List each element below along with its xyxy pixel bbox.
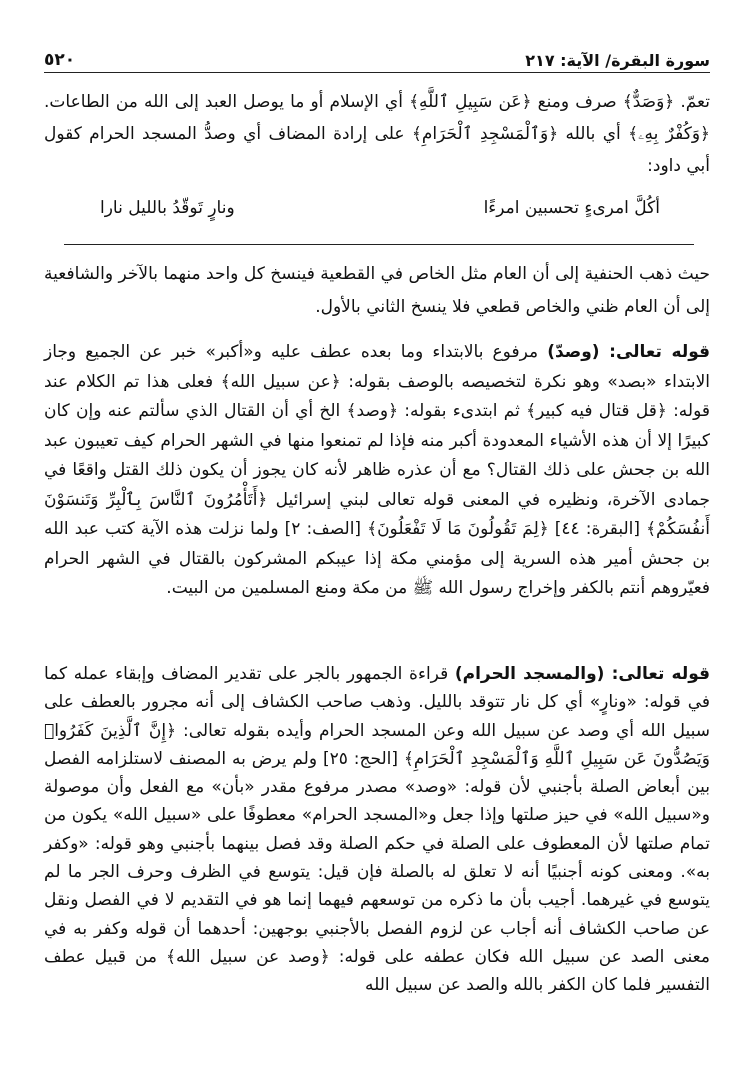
section-2-heading: قوله تعالى: (والمسجد الحرام) (454, 664, 711, 684)
section-2-body: قراءة الجمهور بالجر على تقدير المضاف وإبقاء عمله كما في قوله: «ونارٍ» أي كل نار تتوقد بالليل. وذهب صاحب الكشاف إلى أنه مجرور بالعطف على سبيل الله أي وصد عن سبيل الله وعن المسجد الحرام وأيده بقوله تعالى: ﴿إِنَّ ٱلَّذِينَ كَفَرُوا۟ وَيَصُدُّونَ عَن سَبِيلِ ٱللَّهِ وَٱلْمَسْجِدِ ٱلْحَرَامِ﴾ [الحج: ٢٥] ولم يرض به المصنف لاستلزامه الفصل بين أبعاض الصلة بأجنبي لأن قوله: «وصد» مصدر مرفوع مقدر «بأن» مع الفعل وأن موصولة و«سبيل الله» في حيز صلتها وإذا جعل و«المسجد الحرام» معطوفًا على «سبيل الله» يكون من تمام صلتها لأن المعطوف على الصلة في حكم الصلة وقد فصل بينهما بأجنبي وهو قوله: «وكفر به». ومعنى كونه أجنبيًا أنه لا تعلق له بالصلة فإن قيل: يتوسع في الظرف وحرف الجر ما لم يتوسع في غيرهما. أجيب بأن ما ذكره من توسعهم فيهما إنما هو في التقديم لا في الفصل ونقل عن صاحب الكشاف أنه أجاب عن لزوم الفصل بالأجنبي بوجهين: أحدهما أن قوله وكفر به في معنى الصد عن سبيل الله فكان عطفه على قوله: ﴿وصد عن سبيل الله﴾ من قبيل عطف التفسير فلما كان الكفر بالله والصد عن سبيل الله (44, 664, 710, 996)
section-divider (64, 244, 694, 245)
poetry-hemistich-first: أكُلَّ امرىءٍ تحسبين امرءًا (483, 198, 660, 218)
poetry-hemistich-second: ونارٍ تَوقّدُ بالليل نارا (100, 198, 235, 218)
page-header (44, 44, 710, 73)
page-number: ٥٢٠ (44, 50, 76, 70)
section-1-body: مرفوع بالابتداء وما بعده عطف عليه و«أكبر» خبر عن الجميع وجاز الابتداء «بصد» وهو نكرة لتخصيصه بالوصف بقوله: ﴿عن سبيل الله﴾ فعلى هذا تم الكلام عند قوله: ﴿قل قتال فيه كبير﴾ ثم ابتدىء بقوله: ﴿وصد﴾ الخ أي أن القتال الذي سألتم عنه وإن كان كبيرًا إلا أن هذه الأشياء المعدودة أكبر منه فإذا لم تمنعوا منها في الشهر الحرام كيف تعيبون عبد الله بن جحش على ذلك القتال؟ مع أن عذره ظاهر لأنه كان يجوز أن يكون ذلك القتل واقعًا في جمادى الآخرة، ونظيره في المعنى قوله تعالى لبني إسرائيل ﴿أَتَأْمُرُونَ ٱلنَّاسَ بِٱلْبِرِّ وَتَنسَوْنَ أَنفُسَكُمْ﴾ [البقرة: ٤٤] ﴿لِمَ تَقُولُونَ مَا لَا تَفْعَلُونَ﴾ [الصف: ٢] ولما نزلت هذه الآية كتب عبد الله بن جحش أمير هذه السرية إلى مؤمني مكة إذا عيبكم المشركون بالقتال في الشهر الحرام فعيّروهم أنتم بالكفر وإخراج رسول الله ﷺ من مكة ومنع المسلمين من البيت. (44, 342, 710, 598)
section-1-heading: قوله تعالى: (وصدّ) (547, 342, 711, 362)
upper-main-text: تعمّ. ﴿وَصَدٌّ﴾ صرف ومنع ﴿عَن سَبِيلِ ٱللَّهِ﴾ أي الإسلام أو ما يوصل العبد إلى الله من الطاعات. ﴿وَكُفْرٌ بِهِۦ﴾ أي بالله ﴿وَٱلْمَسْجِدِ ٱلْحَرَامِ﴾ على إرادة المضاف أي وصدُّ المسجد الحرام كقول أبي داود: (44, 92, 710, 176)
commentary-section-2 (44, 660, 710, 1000)
running-title: سورة البقرة/ الآية: ٢١٧ (525, 51, 710, 70)
commentary-paragraph: حيث ذهب الحنفية إلى أن العام مثل الخاص في القطعية فينسخ كل واحد منهما بالآخر والشافعية إلى أن العام ظني والخاص قطعي فلا ينسخ الثاني بالأول. (44, 264, 710, 317)
poetry-verse (100, 198, 660, 218)
commentary-section-1 (44, 338, 710, 604)
